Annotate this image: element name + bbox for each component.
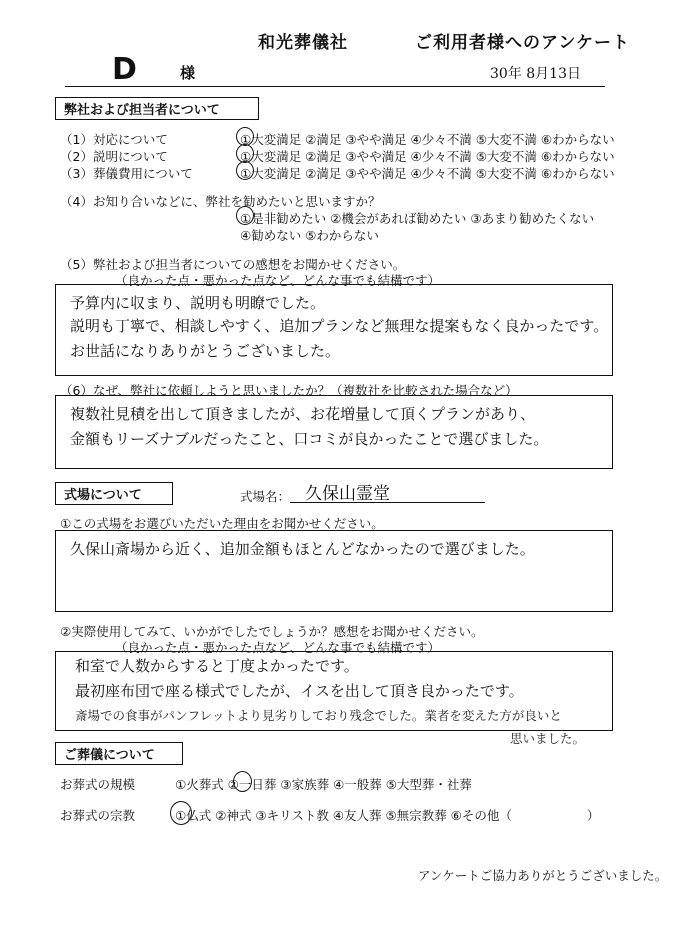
venue-q2-answer-line-2: 最初座布団で座る様式でしたが、イスを出して頂き良かったです。 [75,682,524,700]
q6-answer-line-1: 複数社見積を出して頂きましたが、お花増量して頂くプランがあり、 [70,405,536,423]
religion-answer-mark [170,801,192,825]
company-name: 和光葬儀社 [258,33,348,53]
q5-answer-line-2: 説明も丁寧で、相談しやすく、追加プランなど無理な提案もなく良かったです。 [70,317,609,335]
q4-question: （4）お知り合いなどに、弊社を勧めたいと思いますか？ [60,194,381,209]
venue-name: 久保山霊堂 [305,484,390,504]
religion-options: ①仏式 ②神式 ③キリスト教 ④友人葬 ⑤無宗教葬 ⑥その他（ ） [175,808,600,823]
q5-answer-line-1: 予算内に収まり、説明も明瞭でした。 [70,294,326,312]
scale-answer-mark [233,771,252,792]
venue-underline [290,502,485,503]
q4-options-2: ④勧めない ⑤わからない [240,228,379,243]
thanks-message: アンケートご協力ありがとうございました。 [418,868,668,883]
q4-answer-mark [236,206,254,225]
venue-q2-answer-line-1: 和室で人数からすると丁度よかったです。 [75,657,359,675]
venue-q2-answer-line-3: 斎場での食事がパンフレットより見劣りしており残念でした。業者を変えた方が良いと [75,708,562,723]
customer-initial: D [112,52,137,87]
q1-label: （1）対応について [60,132,168,147]
q4-options-1: ①是非勧めたい ②機会があれば勧めたい ③あまり勧めたくない [240,211,595,226]
name-underline [65,86,605,87]
q2-label: （2）説明について [60,149,168,164]
q5-hint: （良かった点・悪かった点など、どんな事でも結構です） [115,273,441,288]
venue-q1-question: ①この式場をお選びいただいた理由をお聞かせください。 [60,516,384,531]
scale-label: お葬式の規模 [60,777,136,792]
q3-label: （3）葬儀費用について [60,166,193,181]
q6-answer-line-2: 金額もリーズナブルだったこと、口コミが良かったことで選びました。 [70,430,549,448]
venue-label: 式場名： [240,489,291,504]
date: 30年 8月13日 [490,66,581,82]
section-funeral: ご葬儀について [55,742,183,765]
q3-answer-mark [236,161,254,180]
scale-options: ①火葬式 ②一日葬 ③家族葬 ④一般葬 ⑤大型葬・社葬 [175,777,472,792]
q1-options: ①大変満足 ②満足 ③やや満足 ④少々不満 ⑤大変不満 ⑥わからない [240,132,615,147]
section-company-staff: 弊社および担当者について [55,97,259,120]
q6-question: （6）なぜ、弊社に依頼しようと思いましたか？（複数社を比較された場合など） [60,383,518,398]
q2-options: ①大変満足 ②満足 ③やや満足 ④少々不満 ⑤大変不満 ⑥わからない [240,149,615,164]
honorific: 様 [180,64,196,82]
venue-q2-question: ②実際使用してみて、いかがでしたでしょうか？感想をお聞かせください。 [60,624,484,639]
venue-q2-hint: （良かった点・悪かった点など、どんな事でも結構です） [115,640,441,655]
religion-label: お葬式の宗教 [60,808,136,823]
q3-options: ①大変満足 ②満足 ③やや満足 ④少々不満 ⑤大変不満 ⑥わからない [240,166,615,181]
venue-q1-answer: 久保山斎場から近く、追加金額もほとんどなかったので選びました。 [70,540,535,558]
q5-question: （5）弊社および担当者についての感想をお聞かせください。 [60,257,406,272]
q5-answer-line-3: お世話になりありがとうございました。 [70,342,341,360]
section-venue: 式場について [55,482,173,505]
venue-q2-answer-line-4: 思いました。 [510,731,586,746]
survey-title: ご利用者様へのアンケート [415,33,630,53]
